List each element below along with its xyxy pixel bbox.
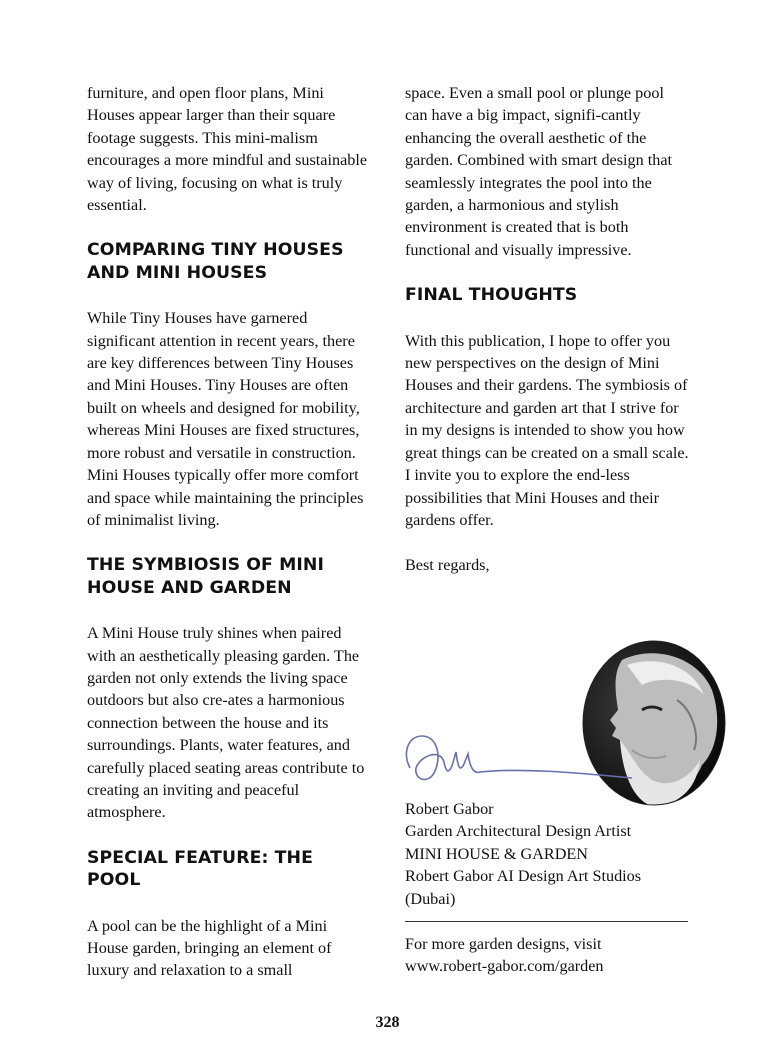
- footer-url[interactable]: www.robert-gabor.com/garden: [405, 957, 604, 976]
- intro-paragraph-continued: furniture, and open floor plans, Mini Houses appear larger than their square footage suggests. This mini-malism encourages a more mindful and sustainable way of living, focusing on what is truly essential.: [87, 84, 368, 215]
- page-number: 328: [375, 1014, 400, 1031]
- comparing-paragraph: While Tiny Houses have garnered significant attention in recent years, there are key differences between Tiny Houses and Mini Houses. Tiny Houses are often built on wheels and designed for mobility, whereas Mini Houses are fixed structures, more robust and versatile in construction. Mini Houses typically offer more comfort and space while maintaining the principles of minimalist living.: [87, 309, 364, 529]
- footer-line: For more garden designs, visit: [405, 935, 602, 953]
- footer-divider: [405, 921, 688, 922]
- heading-pool: SPECIAL FEATURE: THE POOL: [87, 847, 313, 891]
- right-column: [405, 82, 690, 577]
- author-name: Robert Gabor: [405, 800, 494, 818]
- author-brand: MINI HOUSE & GARDEN: [405, 844, 589, 863]
- heading-final-thoughts: FINAL THOUGHTS: [405, 285, 578, 306]
- heading-symbiosis: THE SYMBIOSIS OF MINI HOUSE AND GARDEN: [87, 555, 324, 598]
- symbiosis-paragraph: A Mini House truly shines when paired with an aesthetically pleasing garden. The garden not only extends the living space outdoors but also cre-ates a harmonious connection between the house and its surroundings. Plants, water features, and carefully placed seating areas contribute to creating an inviting and peaceful atmosphere.: [87, 624, 365, 822]
- closing-salutation: Best regards,: [405, 556, 490, 575]
- heading-comparing: COMPARING TINY HOUSES AND MINI HOUSES: [87, 240, 344, 283]
- left-column: [87, 82, 372, 982]
- pool-paragraph: A pool can be the highlight of a Mini House garden, bringing an element of luxury and relaxation to a small: [87, 916, 332, 980]
- author-studio: Robert Gabor AI Design Art Studios: [405, 867, 642, 886]
- author-title: Garden Architectural Design Artist: [405, 822, 632, 841]
- footer-note: [405, 933, 690, 978]
- author-location: (Dubai): [405, 889, 456, 908]
- pool-paragraph-continued: space. Even a small pool or plunge pool can have a big impact, signifi-cantly enhancing the overall aesthetic of the garden. Combined with smart design that seamlessly integrates the pool into the garden, a harmonious and stylish environment is created that is both functional and visually impressive.: [405, 84, 673, 259]
- signature-block: [405, 798, 690, 910]
- handwritten-signature-icon: [400, 728, 640, 788]
- final-thoughts-paragraph: With this publication, I hope to offer you new perspectives on the design of Mini Houses and their gardens. The symbiosis of architecture and garden art that I strive for in my designs is intended to show you how great things can be created on a small scale. I invite you to explore the end-less possibilities that Mini Houses and their gardens offer.: [405, 331, 689, 529]
